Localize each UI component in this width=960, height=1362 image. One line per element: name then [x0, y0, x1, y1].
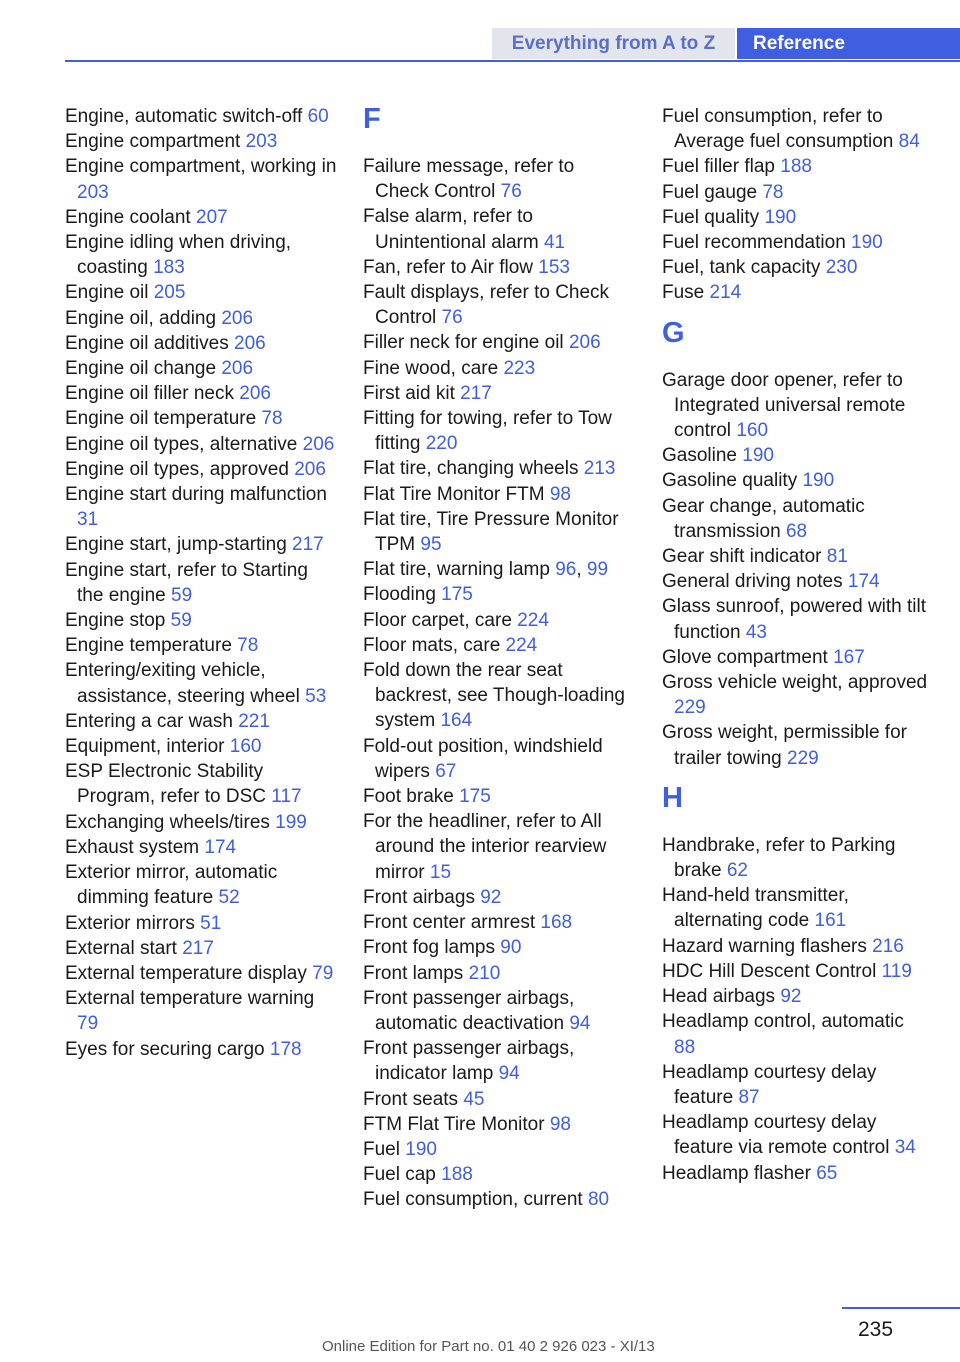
index-entry	[363, 961, 633, 986]
index-entry-term: Fuel, tank capacity	[662, 257, 821, 279]
index-entry-term: ESP Electronic Stability Program, refer to DSC	[65, 761, 266, 808]
index-entry-term: Engine coolant	[65, 206, 191, 228]
page-reference-link[interactable]: 81	[826, 546, 848, 568]
index-entry	[363, 456, 633, 481]
page-reference-link[interactable]: 78	[762, 181, 784, 203]
page-reference-link[interactable]: 190	[742, 445, 774, 467]
index-entry-term: Engine oil types, alternative	[65, 433, 298, 455]
edition-note: Online Edition for Part no. 01 40 2 926 023 - XI/13	[322, 1338, 655, 1355]
index-entry	[662, 833, 930, 883]
index-entry	[65, 532, 337, 557]
index-entry	[65, 306, 337, 331]
index-entry	[363, 1137, 633, 1162]
index-entry-term: Engine compartment, working in	[65, 156, 337, 178]
index-entry-term: Exchanging wheels/tires	[65, 811, 270, 833]
index-entry	[363, 658, 633, 734]
index-entry-term: Headlamp control, automatic	[662, 1011, 904, 1033]
index-entry	[662, 670, 930, 720]
index-entry	[363, 608, 633, 633]
page-reference-link[interactable]: 168	[540, 912, 573, 934]
page-reference-link[interactable]: 94	[498, 1063, 520, 1085]
index-entry	[662, 180, 930, 205]
index-entry-term: Engine stop	[65, 610, 166, 632]
page-reference-link[interactable]: 160	[229, 736, 262, 758]
index-entry	[662, 934, 930, 959]
index-entry-term: Fuse	[662, 282, 705, 304]
index-entry-term: General driving notes	[662, 571, 843, 593]
index-entry	[363, 330, 633, 355]
page-reference-link[interactable]: 65	[816, 1162, 838, 1184]
index-entry	[363, 885, 633, 910]
index-entry-term: Flat Tire Monitor FTM	[363, 483, 545, 505]
index-entry	[363, 1036, 633, 1086]
index-entry	[662, 468, 930, 493]
index-entry	[65, 356, 337, 381]
index-entry	[662, 104, 930, 154]
index-entry-term: Hazard warning flashers	[662, 935, 867, 957]
index-entry-term: Headlamp courtesy delay feature	[662, 1061, 877, 1108]
index-entry-term: Flooding	[363, 584, 436, 606]
page-reference-link[interactable]: 206	[302, 433, 335, 455]
index-entry-term: External temperature warning	[65, 988, 315, 1010]
page-reference-link[interactable]: 183	[153, 257, 185, 279]
index-entry	[65, 759, 337, 809]
page-reference-link[interactable]: 88	[674, 1036, 696, 1058]
index-entry	[65, 810, 337, 835]
index-entry-term: Equipment, interior	[65, 736, 225, 758]
page-reference-link[interactable]: 161	[814, 910, 847, 932]
page-reference-link[interactable]: 62	[726, 860, 748, 882]
index-entry	[65, 406, 337, 431]
page-reference-link[interactable]: 205	[153, 282, 186, 304]
page-reference-link[interactable]: 206	[234, 332, 266, 354]
index-entry	[65, 280, 337, 305]
page-reference-link[interactable]: 207	[196, 206, 228, 228]
index-entry-term: Fitting for towing, refer to Tow fitting	[363, 408, 612, 455]
index-entry-term: Engine oil filler neck	[65, 383, 234, 405]
index-entry-term: Eyes for securing cargo	[65, 1038, 265, 1060]
index-entry	[662, 594, 930, 644]
page-reference-link[interactable]: 43	[745, 621, 767, 643]
index-entry-term: Floor mats, care	[363, 634, 501, 656]
index-entry-term: Engine oil	[65, 282, 149, 304]
page-reference-link[interactable]: 95	[420, 534, 442, 556]
index-entry	[363, 1187, 633, 1212]
index-entry	[363, 507, 633, 557]
index-entry-term: Fine wood, care	[363, 357, 499, 379]
index-entry	[65, 658, 337, 708]
index-entry-term: Fuel gauge	[662, 181, 758, 203]
page-reference-link[interactable]: 206	[239, 383, 271, 405]
index-entry	[363, 986, 633, 1036]
page-reference-link[interactable]: 229	[787, 747, 819, 769]
index-entry	[363, 734, 633, 784]
index-letter-heading: F	[363, 103, 381, 135]
index-entry	[662, 720, 930, 770]
index-entry-term: Front passenger airbags, indicator lamp	[363, 1038, 575, 1085]
page-reference-link[interactable]: 175	[441, 584, 473, 606]
index-entry-term: Floor carpet, care	[363, 609, 512, 631]
index-entry-term: Hand-held transmitter, alternating code	[662, 885, 849, 932]
index-entry	[662, 645, 930, 670]
page-reference-link[interactable]: 80	[587, 1189, 610, 1211]
page-reference-link[interactable]: 87	[738, 1086, 760, 1108]
index-entry	[363, 784, 633, 809]
index-entry-term: Fuel recommendation	[662, 232, 846, 254]
index-entry	[65, 205, 337, 230]
page-reference-link[interactable]: 188	[780, 156, 812, 178]
index-entry	[363, 633, 633, 658]
index-entry	[65, 936, 337, 961]
index-entry	[65, 911, 337, 936]
index-entry	[363, 582, 633, 607]
page-reference-link[interactable]: 79	[312, 962, 334, 984]
page-reference-link[interactable]: 92	[480, 886, 502, 908]
index-entry-term: Headlamp flasher	[662, 1162, 811, 1184]
page-number: 235	[858, 1318, 894, 1341]
page-reference-link[interactable]: 51	[200, 912, 222, 934]
page-reference-link[interactable]: 15	[429, 861, 452, 883]
page-reference-link[interactable]: 217	[460, 382, 492, 404]
index-entry	[363, 482, 633, 507]
index-entry-term: Filler neck for engine oil	[363, 332, 564, 354]
page-reference-link[interactable]: 190	[764, 206, 797, 228]
index-entry	[65, 432, 337, 457]
page-reference-link[interactable]: 41	[543, 231, 566, 253]
page-reference-link[interactable]: 206	[221, 358, 254, 380]
page-reference-link[interactable]: 92	[780, 986, 802, 1008]
index-entry	[363, 1112, 633, 1137]
page-reference-link[interactable]: 98	[549, 483, 571, 505]
page-reference-link[interactable]: 223	[503, 357, 536, 379]
index-entry	[65, 457, 337, 482]
page-reference-link[interactable]: 221	[238, 710, 270, 732]
page-reference-link[interactable]: 67	[435, 760, 457, 782]
index-entry-term: Front lamps	[363, 962, 464, 984]
index-entry-term: Exterior mirrors	[65, 912, 195, 934]
index-entry: Flat tire, warning lamp 96, 99	[363, 559, 609, 581]
index-entry-term: Exhaust system	[65, 836, 200, 858]
index-entry-term: Head airbags	[662, 986, 776, 1008]
page-reference-link[interactable]: 217	[182, 937, 214, 959]
index-entry-term: Garage door opener, refer to Integrated universal remote control	[662, 369, 906, 442]
index-letter-heading: H	[662, 781, 683, 814]
index-entry-term: Engine oil additives	[65, 332, 229, 354]
index-entry-term: Front center armrest	[363, 912, 536, 934]
index-entry-term: Front passenger airbags, automatic deactivation	[363, 987, 575, 1034]
index-entry-term: Front fog lamps	[363, 937, 495, 959]
index-entry	[662, 494, 930, 544]
index-entry-term: Engine oil temperature	[65, 408, 257, 430]
index-entry-term: Fuel consumption, current	[363, 1189, 583, 1211]
page-reference-link[interactable]: 213	[583, 458, 616, 480]
page-reference-link[interactable]: 160	[736, 420, 769, 442]
index-entry-term: Gear shift indicator	[662, 546, 822, 568]
index-entry	[662, 154, 930, 179]
index-entry	[65, 608, 337, 633]
index-entry	[662, 443, 930, 468]
page-reference-link[interactable]: 117	[271, 786, 302, 808]
index-entry	[65, 709, 337, 734]
index-entry	[363, 280, 633, 330]
index-entry-term: Engine start, jump-starting	[65, 534, 287, 556]
index-entry	[65, 104, 337, 129]
page-reference-link[interactable]: 94	[569, 1012, 591, 1034]
page-reference-link[interactable]: 84	[898, 131, 920, 153]
page-reference-link[interactable]: 206	[294, 458, 326, 480]
index-entry-term: Headlamp courtesy delay feature via remote control	[662, 1112, 890, 1159]
page-reference-link[interactable]: 167	[833, 646, 865, 668]
page-reference-link[interactable]: 174	[204, 836, 237, 858]
index-entry-term: Fuel consumption, refer to Average fuel consumption	[662, 106, 894, 153]
index-entry-term: Gasoline quality	[662, 470, 798, 492]
page-reference-link[interactable]: 217	[292, 534, 324, 556]
index-entry	[363, 204, 633, 254]
index-entry-term: Fan, refer to Air flow	[363, 256, 534, 278]
index-entry	[363, 255, 633, 280]
index-entry	[662, 984, 930, 1009]
index-entry-term: External temperature display	[65, 962, 307, 984]
index-entry	[363, 356, 633, 381]
page-reference-link[interactable]: 31	[77, 509, 99, 531]
page-reference-link[interactable]: 224	[505, 634, 538, 656]
page-reference-link[interactable]: 34	[894, 1137, 916, 1159]
page-reference-link[interactable]: 190	[851, 232, 883, 254]
index-entry	[662, 1060, 930, 1110]
page-reference-link[interactable]: 96	[555, 559, 577, 581]
index-entry	[363, 1087, 633, 1112]
index-entry	[65, 154, 337, 204]
page-reference-link[interactable]: 214	[709, 282, 742, 304]
index-entry-term: Gear change, automatic transmission	[662, 495, 865, 542]
index-entry	[65, 986, 337, 1036]
page-reference-link[interactable]: 203	[245, 131, 278, 153]
index-entry-term: Entering a car wash	[65, 710, 233, 732]
page-reference-link[interactable]: 229	[674, 697, 706, 719]
page-reference-link[interactable]: 45	[463, 1088, 485, 1110]
index-entry-term: False alarm, refer to Unintentional alarm	[363, 206, 539, 253]
page-reference-link[interactable]: 99	[586, 559, 609, 581]
page-reference-link[interactable]: 178	[269, 1038, 302, 1060]
index-entry-term: Failure message, refer to Check Control	[363, 156, 575, 203]
index-entry-term: Exterior mirror, automatic dimming feature	[65, 862, 278, 909]
index-entry	[65, 1037, 337, 1062]
index-entry-term: Flat tire, changing wheels	[363, 458, 579, 480]
index-entry-term: External start	[65, 937, 177, 959]
page-reference-link[interactable]: 190	[802, 470, 835, 492]
page-reference-link[interactable]: 59	[171, 584, 193, 606]
index-entry-term: Glass sunroof, powered with tilt function	[662, 596, 927, 643]
index-entry-term: Fuel	[363, 1138, 400, 1160]
index-entry	[65, 734, 337, 759]
header-divider	[65, 60, 960, 62]
page-reference-link[interactable]: 188	[441, 1164, 473, 1186]
page-reference-link[interactable]: 203	[77, 181, 109, 203]
page-reference-link[interactable]: 76	[441, 307, 463, 329]
page-reference-link[interactable]: 119	[881, 960, 912, 982]
index-entry	[65, 230, 337, 280]
index-entry	[65, 129, 337, 154]
index-entry	[662, 230, 930, 255]
index-entry-term: Engine compartment	[65, 131, 241, 153]
index-entry	[662, 255, 930, 280]
index-entry	[65, 331, 337, 356]
page-reference-link[interactable]: 174	[847, 571, 880, 593]
index-entry-term: Foot brake	[363, 786, 454, 808]
index-entry-term: Fuel quality	[662, 206, 760, 228]
index-entry	[662, 883, 930, 933]
index-entry	[65, 381, 337, 406]
index-entry-term: Fuel filler flap	[662, 156, 775, 178]
index-entry-term: Entering/exiting vehicle, assistance, steering wheel	[65, 660, 300, 707]
index-column-3	[662, 104, 930, 1186]
index-entry	[363, 154, 633, 204]
index-entry	[363, 1162, 633, 1187]
index-entry-term: First aid kit	[363, 382, 455, 404]
page-reference-link[interactable]: 98	[549, 1113, 571, 1135]
index-entry	[65, 482, 337, 532]
index-entry-term: Engine idling when driving, coasting	[65, 232, 292, 279]
index-entry-term: Engine oil types, approved	[65, 458, 289, 480]
index-entry-term: Engine start, refer to Starting the engine	[65, 559, 308, 606]
index-entry-term: Fault displays, refer to Check Control	[363, 282, 610, 329]
page-reference-link[interactable]: 230	[825, 257, 858, 279]
index-entry-term: FTM Flat Tire Monitor	[363, 1113, 545, 1135]
index-entry	[363, 935, 633, 960]
index-entry	[363, 809, 633, 885]
page-reference-link[interactable]: 78	[237, 635, 259, 657]
index-entry-term: Gross weight, permissible for trailer towing	[662, 722, 907, 769]
page-reference-link[interactable]: 59	[170, 610, 192, 632]
index-entry-term: Engine oil change	[65, 358, 217, 380]
index-entry	[662, 544, 930, 569]
index-entry-term: Engine, automatic switch-off	[65, 106, 303, 127]
index-entry	[662, 1009, 930, 1059]
index-entry-term: HDC Hill Descent Control	[662, 960, 877, 982]
page-reference-link[interactable]: 53	[305, 685, 327, 707]
index-entry-term: Gasoline	[662, 445, 737, 467]
index-entry-term: Handbrake, refer to Parking brake	[662, 834, 896, 882]
index-entry	[662, 569, 930, 594]
index-column-2	[363, 104, 633, 1213]
page-reference-link[interactable]: 206	[568, 332, 601, 354]
page-reference-link[interactable]: 190	[405, 1138, 437, 1160]
page-header	[0, 0, 960, 62]
page-reference-link[interactable]: 216	[872, 935, 904, 957]
index-entry	[65, 835, 337, 860]
page-reference-link[interactable]: 78	[261, 408, 283, 430]
page-reference-link[interactable]: 52	[218, 887, 240, 909]
index-entry-term: Flat tire, warning lamp	[363, 559, 550, 581]
index-entry	[363, 406, 633, 456]
page-reference-link[interactable]: 90	[500, 937, 522, 959]
index-entry	[662, 205, 930, 230]
index-entry-term: Gross vehicle weight, approved	[662, 672, 928, 694]
page-reference-link[interactable]: 210	[468, 962, 501, 984]
index-entry-term: Engine oil, adding	[65, 307, 217, 329]
index-entry-term: Engine temperature	[65, 635, 232, 657]
page-reference-link[interactable]: 220	[425, 433, 458, 455]
index-entry-term: Fold-out position, windshield wipers	[363, 735, 603, 782]
page-reference-link[interactable]: 68	[785, 520, 808, 542]
page-reference-link[interactable]: 76	[500, 181, 522, 203]
index-entry	[65, 558, 337, 608]
index-column-1	[65, 104, 337, 1062]
page-reference-link[interactable]: 60	[307, 106, 329, 127]
index-entry	[662, 1110, 930, 1160]
page-reference-link[interactable]: 79	[77, 1013, 99, 1035]
index-entry	[65, 961, 337, 986]
index-entry-term: Fold down the rear seat backrest, see Though-loading system	[363, 660, 625, 732]
page-reference-link[interactable]: 164	[440, 710, 473, 732]
index-entry	[363, 381, 633, 406]
page-reference-link[interactable]: 206	[221, 307, 254, 329]
index-entry	[65, 860, 337, 910]
index-entry-term: Front airbags	[363, 886, 475, 908]
footer-divider	[842, 1307, 960, 1309]
index-entry-term: Engine start during malfunction	[65, 484, 327, 506]
chapter-tab: Reference	[737, 28, 960, 59]
page-reference-link[interactable]: 224	[517, 609, 549, 631]
index-entry-term: Front seats	[363, 1088, 459, 1110]
index-entry-term: Flat tire, Tire Pressure Monitor TPM	[363, 508, 619, 556]
section-tab: Everything from A to Z	[492, 28, 735, 59]
index-letter-heading: G	[662, 316, 685, 349]
page-reference-link[interactable]: 175	[459, 786, 491, 808]
index-entry	[363, 910, 633, 935]
index-entry	[662, 280, 930, 305]
index-entry	[662, 959, 930, 984]
index-entry-term: For the headliner, refer to All around the interior rearview mirror	[363, 811, 607, 883]
index-entry	[65, 633, 337, 658]
index-entry-term: Fuel cap	[363, 1164, 436, 1186]
index-entry-term: Glove compartment	[662, 646, 828, 668]
index-entry	[662, 368, 930, 444]
page-reference-link[interactable]: 153	[538, 256, 570, 278]
page-reference-link[interactable]: 199	[275, 811, 307, 833]
index-entry	[662, 1161, 930, 1186]
